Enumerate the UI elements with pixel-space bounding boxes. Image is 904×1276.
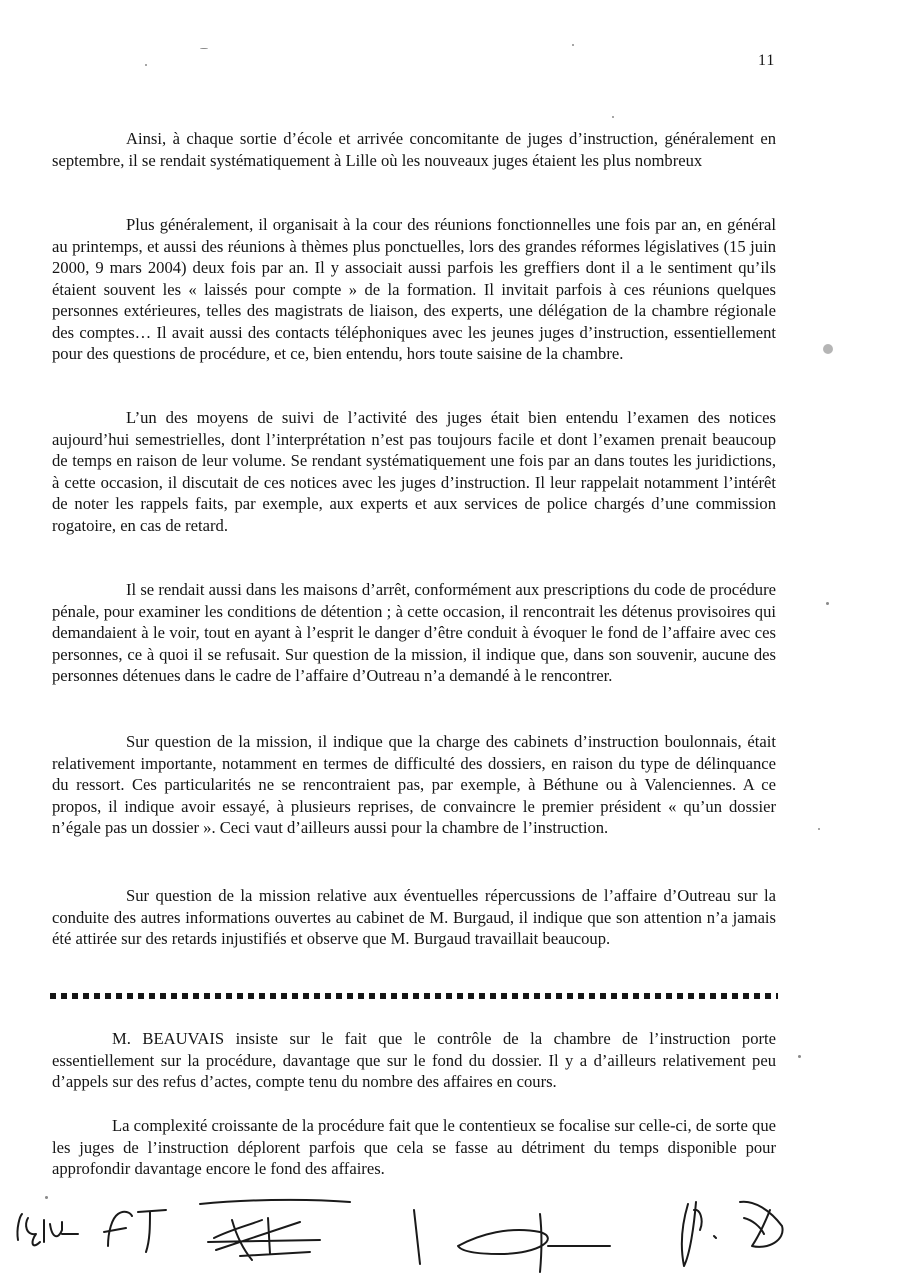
signature-4 (414, 1210, 610, 1272)
paragraph-7: M. BEAUVAIS insiste sur le fait que le contrôle de la chambre de l’instruction porte essentiellement sur la procédure, davantage que sur le fond du dossier. Il y a d’ailleurs relativement peu d’appels sur des refus d’actes, compte tenu du nombre des affaires en cours. (52, 1029, 776, 1091)
scan-speck (823, 344, 833, 354)
signature-3 (200, 1200, 350, 1260)
paragraph-4: Il se rendait aussi dans les maisons d’arrêt, conformément aux prescriptions du code de procédure pénale, pour examiner les conditions de détention ; à cette occasion, il rencontrait les détenus provisoires qui demandaient à le voir, tout en ayant à l’esprit le danger d’être conduit à évoquer le fond de l’affaire avec ces personnes, ce à quoi il se refusait. Sur question de la mission, il indique que, dans son souvenir, aucune des personnes détenues dans le cadre de l’affaire d’Outreau n’a demandé à le rencontrer. (52, 580, 776, 685)
scan-speck (145, 64, 147, 66)
paragraph-2: Plus généralement, il organisait à la cour des réunions fonctionnelles une fois par an, en général au printemps, et aussi des réunions à thèmes plus ponctuelles, lors des grandes réformes législatives (15 juin 2000, 9 mars 2004) deux fois par an. Il y associait aussi parfois les greffiers dont il a le sentiment qu’ils étaient souvent les « laissés pour compte » de la formation. Il invitait parfois à ces réunions quelques personnes extérieures, telles des magistrats de liaison, des experts, une délégation de la chambre régionale des comptes… Il avait aussi des contacts téléphoniques avec les jeunes juges d’instruction, essentiellement pour des questions de procédure, et ce, bien entendu, hors toute saisine de la chambre. (52, 215, 776, 363)
scan-speck (572, 44, 574, 46)
dotted-separator (50, 993, 778, 999)
scan-speck (612, 116, 614, 118)
signatures (0, 1180, 904, 1276)
scan-speck (818, 828, 820, 830)
signature-initials-1 (17, 1214, 78, 1245)
page-number: 11 (758, 52, 776, 69)
paragraph-3: L’un des moyens de suivi de l’activité des juges était bien entendu l’examen des notices aujourd’hui semestrielles, dont l’interprétation n’est pas toujours facile et dont l’examen prenait beaucoup de temps en raison de leur volume. Se rendant systématiquement une fois par an dans toutes les juridictions, à cette occasion, il discutait de ces notices avec les juges d’instruction. Il leur rappelait notamment l’intérêt de noter les rappels faits, par exemple, aux experts et aux services de police chargés d’une commission rogatoire, en cas de retard. (52, 408, 776, 535)
paragraph-6: Sur question de la mission relative aux éventuelles répercussions de l’affaire d’Outreau sur la conduite des autres informations ouvertes au cabinet de M. Burgaud, il indique que son attention n’a jamais été attirée sur des retards injustifiés et observe que M. Burgaud travaillait beaucoup. (52, 886, 776, 948)
scan-speck (826, 602, 829, 605)
paragraph-5: Sur question de la mission, il indique que la charge des cabinets d’instruction boulonnais, était relativement importante, notamment en termes de difficulté des dossiers, en raison du type de délinquance du ressort. Ces particularités ne se rencontraient pas, par exemple, à Béthune ou à Valenciennes. A ce propos, il indique avoir essayé, à plusieurs reprises, de convaincre le premier président « qu’un dossier n’égale pas un dossier ». Ceci vaut d’ailleurs aussi pour la chambre de l’instruction. (52, 732, 776, 837)
scan-speck (200, 48, 208, 49)
paragraph-1: Ainsi, à chaque sortie d’école et arrivée concomitante de juges d’instruction, généralement en septembre, il se rendait systématiquement à Lille où les nouveaux juges étaient les plus nombreux (52, 129, 776, 170)
signature-initials-5 (682, 1202, 783, 1266)
scan-speck (798, 1055, 801, 1058)
paragraph-8: La complexité croissante de la procédure fait que le contentieux se focalise sur celle-ci, de sorte que les juges de l’instruction déplorent parfois que cela se fasse au détriment du temps disponible pour approfondir davantage encore le fond des affaires. (52, 1116, 776, 1178)
signature-initials-2 (104, 1210, 166, 1252)
